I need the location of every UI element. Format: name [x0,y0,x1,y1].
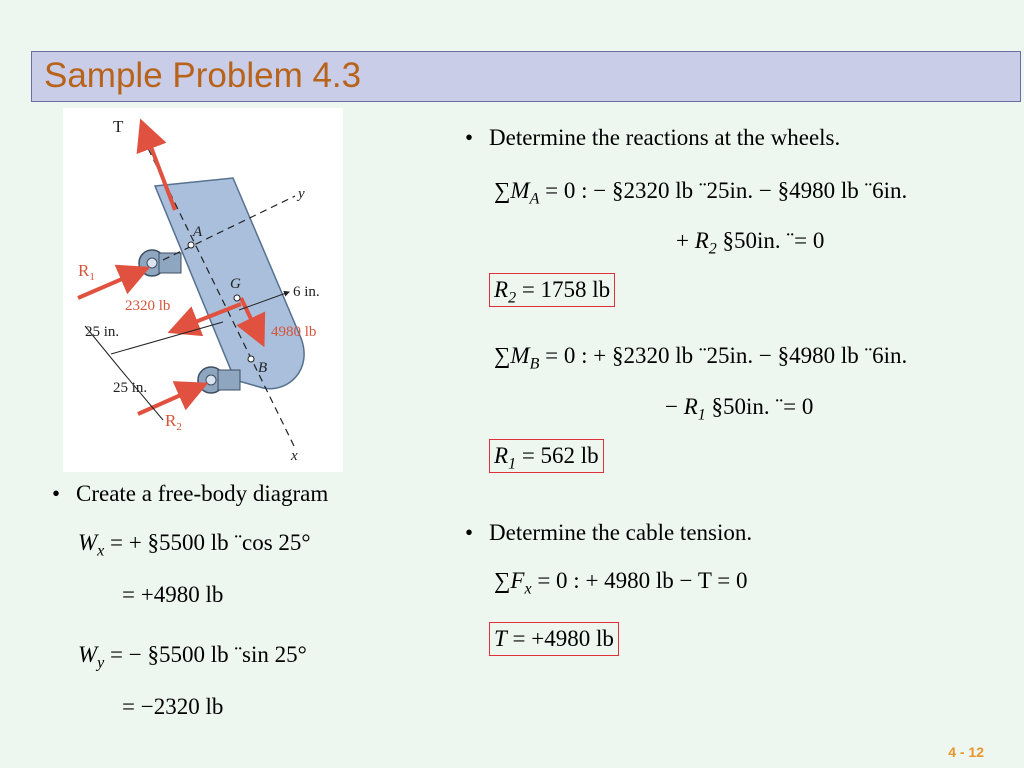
label-r2: $R_2$ [165,411,182,433]
bullet-fbd: • Create a free-body diagram [52,481,329,506]
eq-ma-line2: + $R_2$ §50in. ¨= 0 [676,228,825,258]
result-r2-box: $R_2 = 1758$ lb [489,273,615,307]
eq-wx-result: = +4980 lb [122,582,224,607]
figure-svg [63,108,343,472]
free-body-figure [63,108,343,472]
label-r1: $R_1$ [78,261,95,283]
eq-wy-result: = −2320 lb [122,694,224,719]
bullet-reactions: • Determine the reactions at the wheels. [465,125,841,150]
label-g: G [230,276,241,292]
result-r1-box: $R_1 = 562$ lb [489,439,604,473]
point-g [234,295,240,301]
eq-mb-line2: − $R_1$ §50in. ¨= 0 [665,394,814,424]
r2-arrow [138,386,201,414]
label-y: y [298,186,305,202]
point-a [188,242,194,248]
label-2320: 2320 lb [125,298,171,314]
eq-wx: $W_x$ = + §5500 lb ¨cos 25° [78,530,311,560]
eq-ma-line1: $\sum M_A = 0$ : − §2320 lb ¨25in. − §4980 lb ¨6in. [494,178,908,208]
eq-wy: $W_y$ = − §5500 lb ¨sin 25° [78,642,307,672]
label-x: x [291,448,298,464]
eq-fx: $\sum F_x = 0$ : + 4980 lb − T = 0 [494,568,748,598]
result-t-box: T = +4980 lb [489,622,619,656]
label-t: T [113,117,124,136]
slide-title: Sample Problem 4.3 [44,56,362,95]
label-6in: 6 in. [293,284,320,300]
label-25in-bottom: 25 in. [113,380,148,396]
label-a: A [193,224,203,240]
eq-mb-line1: $\sum M_B = 0$ : + §2320 lb ¨25in. − §4980 lb ¨6in. [494,343,908,373]
label-b: B [258,360,268,376]
point-b [248,356,254,362]
label-25in-top: 25 in. [85,324,120,340]
bullet-tension: • Determine the cable tension. [465,520,753,545]
page-number: 4 - 12 [948,744,984,760]
title-bar [31,51,1021,102]
label-4980: 4980 lb [271,324,317,340]
